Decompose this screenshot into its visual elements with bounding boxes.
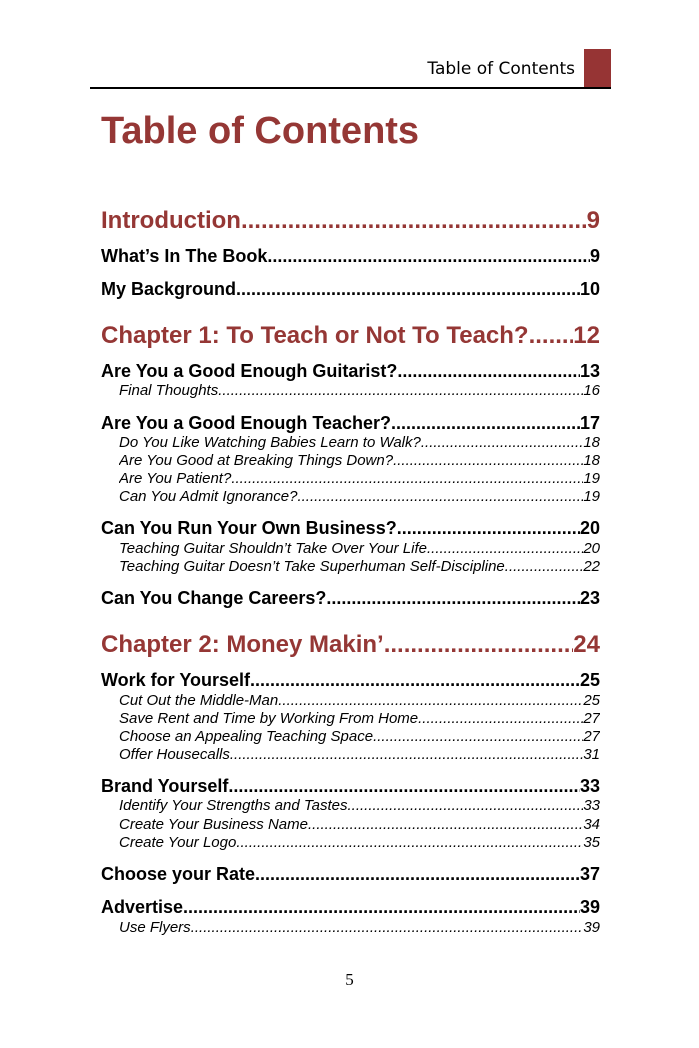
toc-leader-dots bbox=[431, 540, 583, 558]
toc-entry-page: 18 bbox=[583, 434, 600, 451]
toc-entry-title: Are You Good at Breaking Things Down? bbox=[119, 452, 394, 469]
toc-leader-dots bbox=[278, 692, 583, 710]
toc-entry-title: Advertise bbox=[101, 897, 184, 917]
toc-entry-title: What’s In The Book bbox=[101, 246, 268, 266]
toc-entry-page: 19 bbox=[583, 488, 600, 505]
toc-entry-title: Can You Admit Ignorance? bbox=[119, 488, 298, 505]
toc-entry-title: Introduction bbox=[101, 207, 241, 234]
toc-entry-chapter[interactable] bbox=[101, 630, 600, 660]
toc-entry-page: 25 bbox=[583, 692, 600, 709]
running-header-title: Table of Contents bbox=[427, 59, 575, 79]
toc-entry-page: 25 bbox=[579, 670, 600, 690]
toc-entry-title: Do You Like Watching Babies Learn to Walk? bbox=[119, 434, 421, 451]
toc-entry-page: 33 bbox=[583, 797, 600, 814]
toc-entry-title: Can You Run Your Own Business? bbox=[101, 518, 397, 538]
toc-entry-section[interactable] bbox=[101, 587, 600, 609]
toc-entry-page: 39 bbox=[583, 919, 600, 936]
toc-entry-subsection[interactable] bbox=[119, 470, 600, 488]
toc-entry-section[interactable] bbox=[101, 278, 600, 300]
toc-entry-subsection[interactable] bbox=[119, 797, 600, 815]
toc-entry-title: Are You a Good Enough Teacher? bbox=[101, 413, 392, 433]
toc-entry-title: Cut Out the Middle-Man bbox=[119, 692, 279, 709]
toc-entry-page: 20 bbox=[579, 518, 600, 538]
toc-leader-dots bbox=[418, 710, 583, 728]
toc-entry-page: 13 bbox=[579, 361, 600, 381]
toc-entry-title: Create Your Business Name bbox=[119, 816, 308, 833]
toc-entry-subsection[interactable] bbox=[119, 816, 600, 834]
toc-leader-dots bbox=[397, 360, 580, 382]
toc-leader-dots bbox=[308, 816, 583, 834]
toc-leader-dots bbox=[421, 434, 583, 452]
toc-leader-dots bbox=[297, 488, 583, 506]
toc-entry-chapter[interactable] bbox=[101, 206, 600, 236]
toc-entry-title: Use Flyers bbox=[119, 919, 191, 936]
toc-leader-dots bbox=[348, 797, 584, 815]
toc-entry-subsection[interactable] bbox=[119, 692, 600, 710]
toc-entry-page: 16 bbox=[583, 382, 600, 399]
toc-leader-dots bbox=[393, 452, 583, 470]
toc-entry-page: 18 bbox=[583, 452, 600, 469]
toc-entry-chapter[interactable] bbox=[101, 321, 600, 351]
toc-leader-dots bbox=[384, 630, 574, 660]
toc-leader-dots bbox=[255, 863, 580, 885]
toc-entry-title: Brand Yourself bbox=[101, 776, 229, 796]
toc-leader-dots bbox=[391, 412, 580, 434]
toc-entry-subsection[interactable] bbox=[119, 558, 600, 576]
toc-entry-page: 34 bbox=[583, 816, 600, 833]
page-title: Table of Contents bbox=[101, 110, 420, 152]
toc-entry-subsection[interactable] bbox=[119, 919, 600, 937]
toc-entry-section[interactable] bbox=[101, 412, 600, 434]
toc-entry-section[interactable] bbox=[101, 517, 600, 539]
toc-leader-dots bbox=[509, 558, 583, 576]
toc-leader-dots bbox=[231, 470, 583, 488]
toc-entry-page: 22 bbox=[583, 558, 600, 575]
toc-leader-dots bbox=[250, 669, 580, 691]
toc-entry-subsection[interactable] bbox=[119, 746, 600, 764]
toc-entry-title: Identify Your Strengths and Tastes bbox=[119, 797, 348, 814]
toc-leader-dots bbox=[183, 896, 580, 918]
toc-entry-page: 27 bbox=[583, 728, 600, 745]
toc-entry-subsection[interactable] bbox=[119, 452, 600, 470]
toc-entry-subsection[interactable] bbox=[119, 540, 600, 558]
toc-entry-section[interactable] bbox=[101, 896, 600, 918]
toc-leader-dots bbox=[228, 775, 580, 797]
toc-entry-subsection[interactable] bbox=[119, 382, 600, 400]
toc-entry-page: 23 bbox=[579, 588, 600, 608]
toc-entry-page: 37 bbox=[579, 864, 600, 884]
toc-leader-dots bbox=[218, 382, 583, 400]
toc-entry-title: Work for Yourself bbox=[101, 670, 251, 690]
toc-entry-title: Choose your Rate bbox=[101, 864, 256, 884]
toc-entry-title: Chapter 2: Money Makin’ bbox=[101, 631, 384, 658]
toc-leader-dots bbox=[326, 587, 580, 609]
toc-entry-subsection[interactable] bbox=[119, 488, 600, 506]
toc-entry-title: Can You Change Careers? bbox=[101, 588, 327, 608]
toc-entry-title: Chapter 1: To Teach or Not To Teach? bbox=[101, 322, 529, 349]
toc-entry-section[interactable] bbox=[101, 863, 600, 885]
toc-leader-dots bbox=[236, 278, 580, 300]
toc-entry-section[interactable] bbox=[101, 245, 600, 267]
toc-entry-page: 35 bbox=[583, 834, 600, 851]
toc-leader-dots bbox=[230, 746, 583, 764]
toc-entry-title: Teaching Guitar Doesn’t Take Superhuman Self-Discipline. bbox=[119, 558, 509, 575]
toc-entry-page: 31 bbox=[583, 746, 600, 763]
toc-entry-page: 19 bbox=[583, 470, 600, 487]
toc-entry-page: 39 bbox=[579, 897, 600, 917]
toc-entry-title: Offer Housecalls bbox=[119, 746, 230, 763]
toc-entry-title: Are You Patient? bbox=[119, 470, 232, 487]
toc-entry-page: 9 bbox=[589, 246, 600, 266]
header-accent-block bbox=[584, 49, 611, 88]
toc-entry-page: 17 bbox=[579, 413, 600, 433]
header-rule bbox=[90, 87, 611, 89]
toc-entry-page: 10 bbox=[579, 279, 600, 299]
page-number: 5 bbox=[345, 970, 354, 989]
toc-entry-page: 27 bbox=[583, 710, 600, 727]
toc-entry-subsection[interactable] bbox=[119, 434, 600, 452]
toc-leader-dots bbox=[267, 245, 590, 267]
toc-entry-title: Are You a Good Enough Guitarist? bbox=[101, 361, 398, 381]
toc-entry-page: 20 bbox=[583, 540, 600, 557]
toc-entry-title: Create Your Logo bbox=[119, 834, 237, 851]
toc-entry-section[interactable] bbox=[101, 669, 600, 691]
toc-entry-title: My Background bbox=[101, 279, 237, 299]
toc-entry-title: Save Rent and Time by Working From Home bbox=[119, 710, 419, 727]
toc-entry-section[interactable] bbox=[101, 775, 600, 797]
toc-leader-dots bbox=[529, 321, 574, 351]
toc-entry-title: Teaching Guitar Shouldn’t Take Over Your Life. bbox=[119, 540, 432, 557]
toc-entry-title: Final Thoughts bbox=[119, 382, 219, 399]
toc-entry-subsection[interactable] bbox=[119, 728, 600, 746]
toc-entry-page: 12 bbox=[573, 322, 600, 349]
toc-entry-page: 24 bbox=[573, 631, 600, 658]
toc-leader-dots bbox=[397, 517, 580, 539]
toc-entry-title: Choose an Appealing Teaching Space bbox=[119, 728, 374, 745]
toc-leader-dots bbox=[241, 206, 587, 236]
toc-entry-section[interactable] bbox=[101, 360, 600, 382]
toc-leader-dots bbox=[373, 728, 583, 746]
toc-leader-dots bbox=[236, 834, 583, 852]
toc-entry-subsection[interactable] bbox=[119, 834, 600, 852]
toc-entry-page: 33 bbox=[579, 776, 600, 796]
toc-entry-page: 9 bbox=[586, 207, 600, 234]
toc-entry-subsection[interactable] bbox=[119, 710, 600, 728]
toc-leader-dots bbox=[191, 919, 584, 937]
